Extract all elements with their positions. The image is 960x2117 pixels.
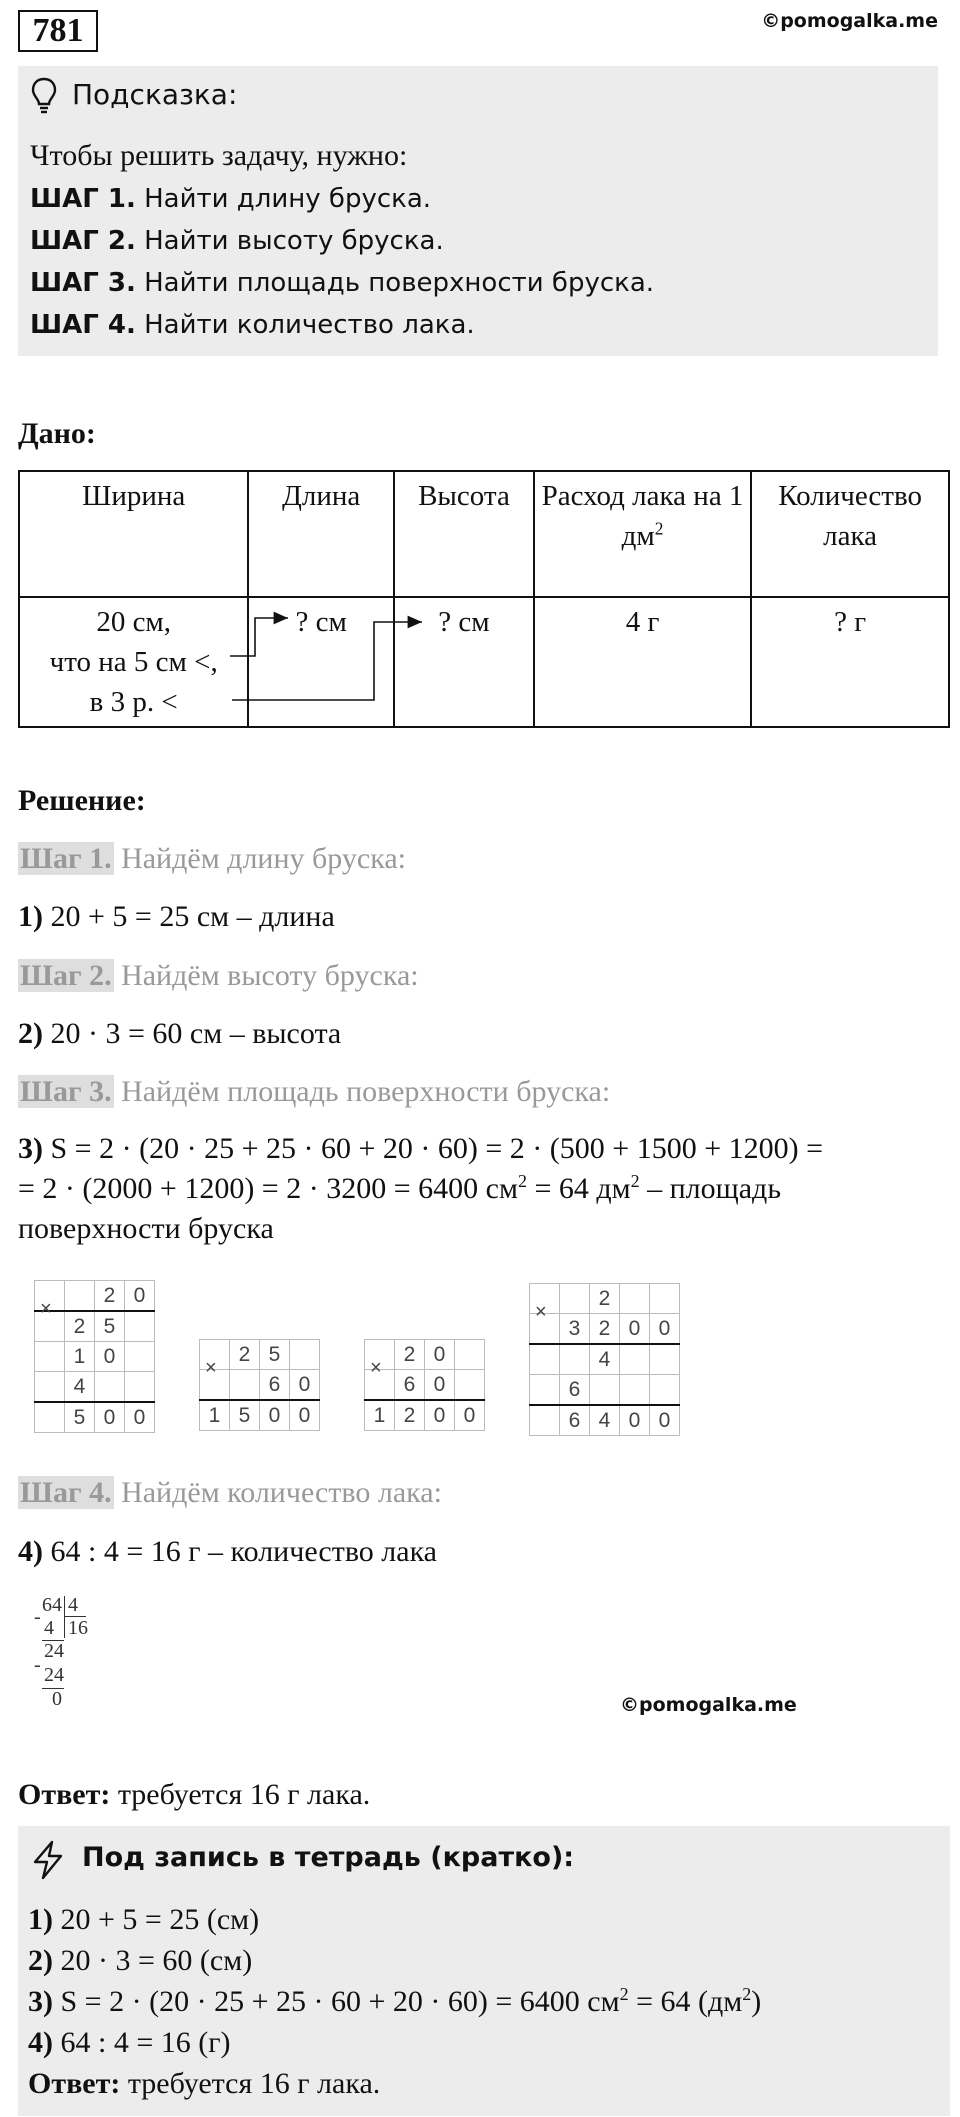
long-division: 64 4 16 - 4 24 - 24 0 bbox=[34, 1594, 88, 1710]
solution-line-4: 4) 64 : 4 = 16 г – количество лака bbox=[18, 1535, 437, 1568]
hint-intro: Чтобы решить задачу, нужно: bbox=[30, 139, 408, 172]
given-header-row bbox=[19, 471, 949, 597]
header-length: Длина bbox=[248, 471, 394, 597]
grid-cell: 2 bbox=[65, 1311, 95, 1342]
step-2-heading: Шаг 2. Найдём высоту бруска: bbox=[20, 959, 419, 992]
short-line-3: 3) S = 2 · (20 · 25 + 25 · 60 + 20 · 60) = 6400 $см^2 = 64$ $(дм^2)$ bbox=[28, 1984, 762, 2018]
hint-step-3: ШАГ 3. Найти площадь поверхности бруска. bbox=[30, 268, 655, 298]
grid-cell bbox=[560, 1284, 590, 1314]
grid-cell bbox=[125, 1311, 155, 1342]
grid-cell: 4 bbox=[65, 1372, 95, 1403]
grid-cell: 0 bbox=[290, 1370, 320, 1401]
multiply-sign: × bbox=[370, 1357, 382, 1379]
hint-panel bbox=[18, 66, 938, 356]
grid-cell: 0 bbox=[290, 1400, 320, 1431]
grid-cell: 0 bbox=[125, 1281, 155, 1312]
short-answer: Ответ: требуется 16 г лака. bbox=[28, 2067, 381, 2100]
solution-title: Решение: bbox=[18, 784, 146, 817]
grid-cell: 2 bbox=[590, 1284, 620, 1314]
short-line-1: 1) 20 + 5 = 25 (см) bbox=[28, 1903, 260, 1936]
task-number: 781 bbox=[18, 10, 98, 52]
grid-cell: 2 bbox=[95, 1281, 125, 1312]
grid-cell bbox=[530, 1375, 560, 1406]
grid-cell: 0 bbox=[95, 1402, 125, 1433]
grid-cell: 4 bbox=[590, 1344, 620, 1375]
division-quotient: 16 bbox=[68, 1617, 88, 1639]
solution-line-2: 2) 20 · 3 = 60 см – высота bbox=[18, 1017, 342, 1050]
step-1-heading: Шаг 1. Найдём длину бруска: bbox=[20, 842, 406, 875]
multiplication-3 bbox=[364, 1339, 485, 1431]
center-watermark: ©pomogalka.me bbox=[620, 1694, 797, 1716]
grid-cell: 1 bbox=[200, 1400, 230, 1431]
short-line-2: 2) 20 · 3 = 60 (см) bbox=[28, 1944, 253, 1977]
hint-step-2: ШАГ 2. Найти высоту бруска. bbox=[30, 226, 444, 256]
multiplication-grid bbox=[364, 1339, 485, 1431]
grid-cell bbox=[35, 1342, 65, 1372]
grid-cell bbox=[620, 1344, 650, 1375]
multiply-sign: × bbox=[205, 1357, 217, 1379]
grid-cell bbox=[650, 1344, 680, 1375]
grid-cell: 6 bbox=[560, 1375, 590, 1406]
grid-cell: 2 bbox=[590, 1314, 620, 1345]
multiplication-1 bbox=[34, 1280, 155, 1433]
grid-cell: 2 bbox=[395, 1340, 425, 1370]
grid-cell: 0 bbox=[95, 1342, 125, 1372]
multiplication-grid bbox=[529, 1283, 680, 1436]
grid-cell: 6 bbox=[560, 1405, 590, 1436]
grid-cell bbox=[125, 1342, 155, 1372]
hint-step-4: ШАГ 4. Найти количество лака. bbox=[30, 310, 475, 340]
grid-cell: 1 bbox=[365, 1400, 395, 1431]
answer: Ответ: требуется 16 г лака. bbox=[18, 1778, 371, 1811]
hint-title: Подсказка: bbox=[72, 78, 238, 111]
solution-line-1: 1) 20 + 5 = 25 см – длина bbox=[18, 900, 335, 933]
grid-cell: 5 bbox=[65, 1402, 95, 1433]
header-width: Ширина bbox=[19, 471, 248, 597]
header-height: Высота bbox=[394, 471, 534, 597]
given-table bbox=[18, 470, 950, 728]
short-line-4: 4) 64 : 4 = 16 (г) bbox=[28, 2026, 231, 2059]
grid-cell bbox=[650, 1284, 680, 1314]
value-amount: ? г bbox=[751, 597, 949, 727]
grid-cell: 3 bbox=[560, 1314, 590, 1345]
grid-cell: 0 bbox=[455, 1400, 485, 1431]
solution-line-3a: 3) S = 2 · (20 · 25 + 25 · 60 + 20 · 60) = 2 · (500 + 1500 + 1200) = bbox=[18, 1132, 824, 1165]
lightning-icon bbox=[30, 1840, 66, 1880]
solution-line-3b: = 2 · (2000 + 1200) = 2 · 3200 = 6400 $см^2 = 64$ $дм^2$ – площадь bbox=[18, 1171, 781, 1205]
multiplication-4 bbox=[529, 1283, 680, 1436]
grid-cell bbox=[560, 1344, 590, 1375]
grid-cell bbox=[530, 1344, 560, 1375]
grid-cell: 5 bbox=[230, 1400, 260, 1431]
given-title: Дано: bbox=[18, 417, 96, 450]
multiply-sign: × bbox=[40, 1298, 52, 1320]
grid-cell bbox=[455, 1340, 485, 1370]
grid-cell: 0 bbox=[125, 1402, 155, 1433]
given-value-row bbox=[19, 597, 949, 727]
grid-cell: 0 bbox=[620, 1314, 650, 1345]
multiplication-grid bbox=[34, 1280, 155, 1433]
grid-cell bbox=[95, 1372, 125, 1403]
grid-cell: 5 bbox=[95, 1311, 125, 1342]
multiplication-2 bbox=[199, 1339, 320, 1431]
grid-cell: 2 bbox=[395, 1400, 425, 1431]
multiplication-grid bbox=[199, 1339, 320, 1431]
grid-cell bbox=[125, 1372, 155, 1403]
grid-cell: 0 bbox=[260, 1400, 290, 1431]
value-rate: 4 г bbox=[534, 597, 751, 727]
grid-cell: 2 bbox=[230, 1340, 260, 1370]
grid-cell: 0 bbox=[425, 1400, 455, 1431]
grid-cell: 5 bbox=[260, 1340, 290, 1370]
grid-cell bbox=[35, 1372, 65, 1403]
solution-line-3c: поверхности бруска bbox=[18, 1212, 274, 1245]
grid-cell: 0 bbox=[620, 1405, 650, 1436]
header-rate: Расход лака на 1 $дм^2$ bbox=[534, 471, 751, 597]
site-watermark: ©pomogalka.me bbox=[761, 10, 938, 32]
grid-cell bbox=[65, 1281, 95, 1312]
grid-cell: 4 bbox=[590, 1405, 620, 1436]
multiply-sign: × bbox=[535, 1301, 547, 1323]
lightbulb-icon bbox=[30, 76, 58, 116]
grid-cell: 0 bbox=[425, 1340, 455, 1370]
grid-cell bbox=[230, 1370, 260, 1401]
grid-cell bbox=[590, 1375, 620, 1406]
value-height: ? см bbox=[394, 597, 534, 727]
grid-cell bbox=[620, 1375, 650, 1406]
grid-cell bbox=[290, 1340, 320, 1370]
value-length: ? см bbox=[248, 597, 394, 727]
division-divisor: 4 bbox=[68, 1594, 78, 1616]
grid-cell bbox=[35, 1402, 65, 1433]
division-dividend: 64 bbox=[42, 1594, 62, 1616]
grid-cell: 1 bbox=[65, 1342, 95, 1372]
grid-cell bbox=[650, 1375, 680, 1406]
hint-steps bbox=[30, 178, 654, 346]
step-3-heading: Шаг 3. Найдём площадь поверхности бруска: bbox=[20, 1075, 611, 1108]
hint-step-1: ШАГ 1. Найти длину бруска. bbox=[30, 184, 432, 214]
grid-cell: 0 bbox=[650, 1314, 680, 1345]
grid-cell bbox=[455, 1370, 485, 1401]
grid-cell: 0 bbox=[425, 1370, 455, 1401]
grid-cell: 6 bbox=[395, 1370, 425, 1401]
step-4-heading: Шаг 4. Найдём количество лака: bbox=[20, 1476, 442, 1509]
header-amount: Количество лака bbox=[751, 471, 949, 597]
grid-cell: 6 bbox=[260, 1370, 290, 1401]
short-record-panel bbox=[18, 1826, 950, 2116]
value-width: 20 см, что на 5 см <, в 3 р. < bbox=[19, 597, 248, 727]
grid-cell bbox=[620, 1284, 650, 1314]
short-record-title: Под запись в тетрадь (кратко): bbox=[82, 1842, 575, 1873]
grid-cell: 0 bbox=[650, 1405, 680, 1436]
grid-cell bbox=[530, 1405, 560, 1436]
